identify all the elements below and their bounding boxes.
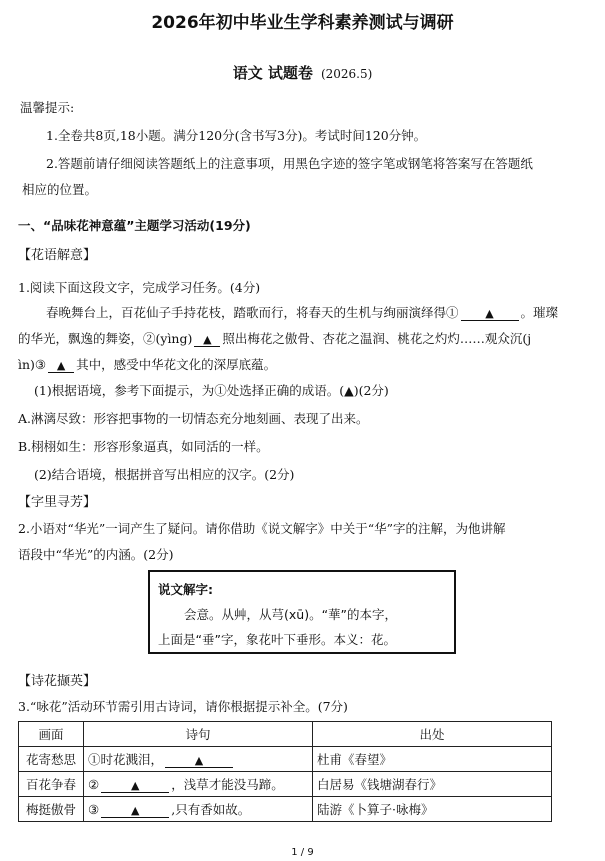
table-header: 画面 [19, 722, 84, 747]
exam-subtitle [0, 62, 605, 83]
source-cell: 白居易《钱塘湖春行》 [313, 772, 552, 797]
verse-cell: ①时花溅泪， ▲ [84, 747, 313, 772]
question-1: 1.阅读下面这段文字，完成学习任务。(4分) [18, 280, 261, 295]
answer-blank-2[interactable]: ▲ [194, 332, 220, 347]
box-line-2: 会意。从艸，从芎(xū)。“華”的本字， [184, 607, 398, 622]
passage-line-1: 春晚舞台上，百花仙子手持花枝，踏歌而行，将春天的生机与绚丽演绎得① ▲ 。璀璨 [46, 305, 559, 320]
section-1-title: 一、“品味花神意蕴”主题学习活动(19分) [18, 218, 251, 233]
scene-cell: 梅挺傲骨 [19, 797, 84, 822]
question-2-cont: 语段中“华光”的内涵。(2分) [18, 547, 174, 562]
tip-item-2-cont: 相应的位置。 [22, 182, 98, 197]
source-cell: 杜甫《春望》 [313, 747, 552, 772]
poem-blank-1[interactable]: ▲ [165, 753, 233, 768]
task-1: (1)根据语境，参考下面提示，为①处选择正确的成语。(▲)(2分) [34, 383, 389, 398]
page-number: 1 / 9 [291, 847, 314, 858]
box-line-3: 上面是“垂”字，象花叶下垂形。本义：花。 [158, 632, 396, 647]
verse-cell: ③ ▲ ,只有香如故。 [84, 797, 313, 822]
poem-blank-3[interactable]: ▲ [101, 803, 169, 818]
task-2: (2)结合语境，根据拼音写出相应的汉字。(2分) [34, 467, 295, 482]
answer-blank-3[interactable]: ▲ [48, 358, 74, 373]
table-row [19, 772, 552, 797]
exam-date: (2026.5) [320, 67, 373, 81]
source-cell: 陆游《卜算子·咏梅》 [313, 797, 552, 822]
shuowen-box [148, 570, 456, 654]
box-title: 说文解字: [158, 582, 213, 597]
question-3: 3.“咏花”活动环节需引用古诗词，请你根据提示补全。(7分) [18, 699, 348, 714]
option-a: A.淋漓尽致：形容把事物的一切情态充分地刻画、表现了出来。 [18, 411, 369, 426]
subject-label: 语文 试题卷 [232, 64, 313, 82]
passage-line-3: ìn)③ ▲ 其中，感受中华花文化的深厚底蕴。 [18, 357, 277, 372]
table-header-row [19, 722, 552, 747]
subsection-shihua: 【诗花撷英】 [18, 674, 97, 689]
table-row [19, 797, 552, 822]
subsection-zili: 【字里寻芳】 [18, 495, 97, 510]
question-2: 2.小语对“华光”一词产生了疑问。请你借助《说文解字》中关于“华”字的注解，为他讲解 [18, 521, 506, 536]
tips-title: 温馨提示: [20, 100, 75, 115]
passage-line-2: 的华光，飘逸的舞姿，②(yìng) ▲ 照出梅花之傲骨、杏花之温润、桃花之灼灼……观众沉(j [18, 331, 532, 346]
option-b: B.栩栩如生：形容形象逼真，如同活的一样。 [18, 439, 269, 454]
table-header: 出处 [313, 722, 552, 747]
page-title: 2026年初中毕业生学科素养测试与调研 [151, 13, 454, 33]
verse-cell: ② ▲ ，浅草才能没马蹄。 [84, 772, 313, 797]
tip-item-1: 1.全卷共8页,18小题。满分120分(含书写3分)。考试时间120分钟。 [46, 128, 427, 143]
tip-item-2: 2.答题前请仔细阅读答题纸上的注意事项，用黑色字迹的签字笔或钢笔将答案写在答题纸 [46, 156, 533, 171]
poem-blank-2[interactable]: ▲ [101, 778, 169, 793]
scene-cell: 花寄愁思 [19, 747, 84, 772]
scene-cell: 百花争春 [19, 772, 84, 797]
subsection-huayu: 【花语解意】 [18, 248, 97, 263]
poem-table [18, 721, 552, 822]
answer-blank-1[interactable]: ▲ [461, 306, 519, 321]
table-row [19, 747, 552, 772]
table-header: 诗句 [84, 722, 313, 747]
